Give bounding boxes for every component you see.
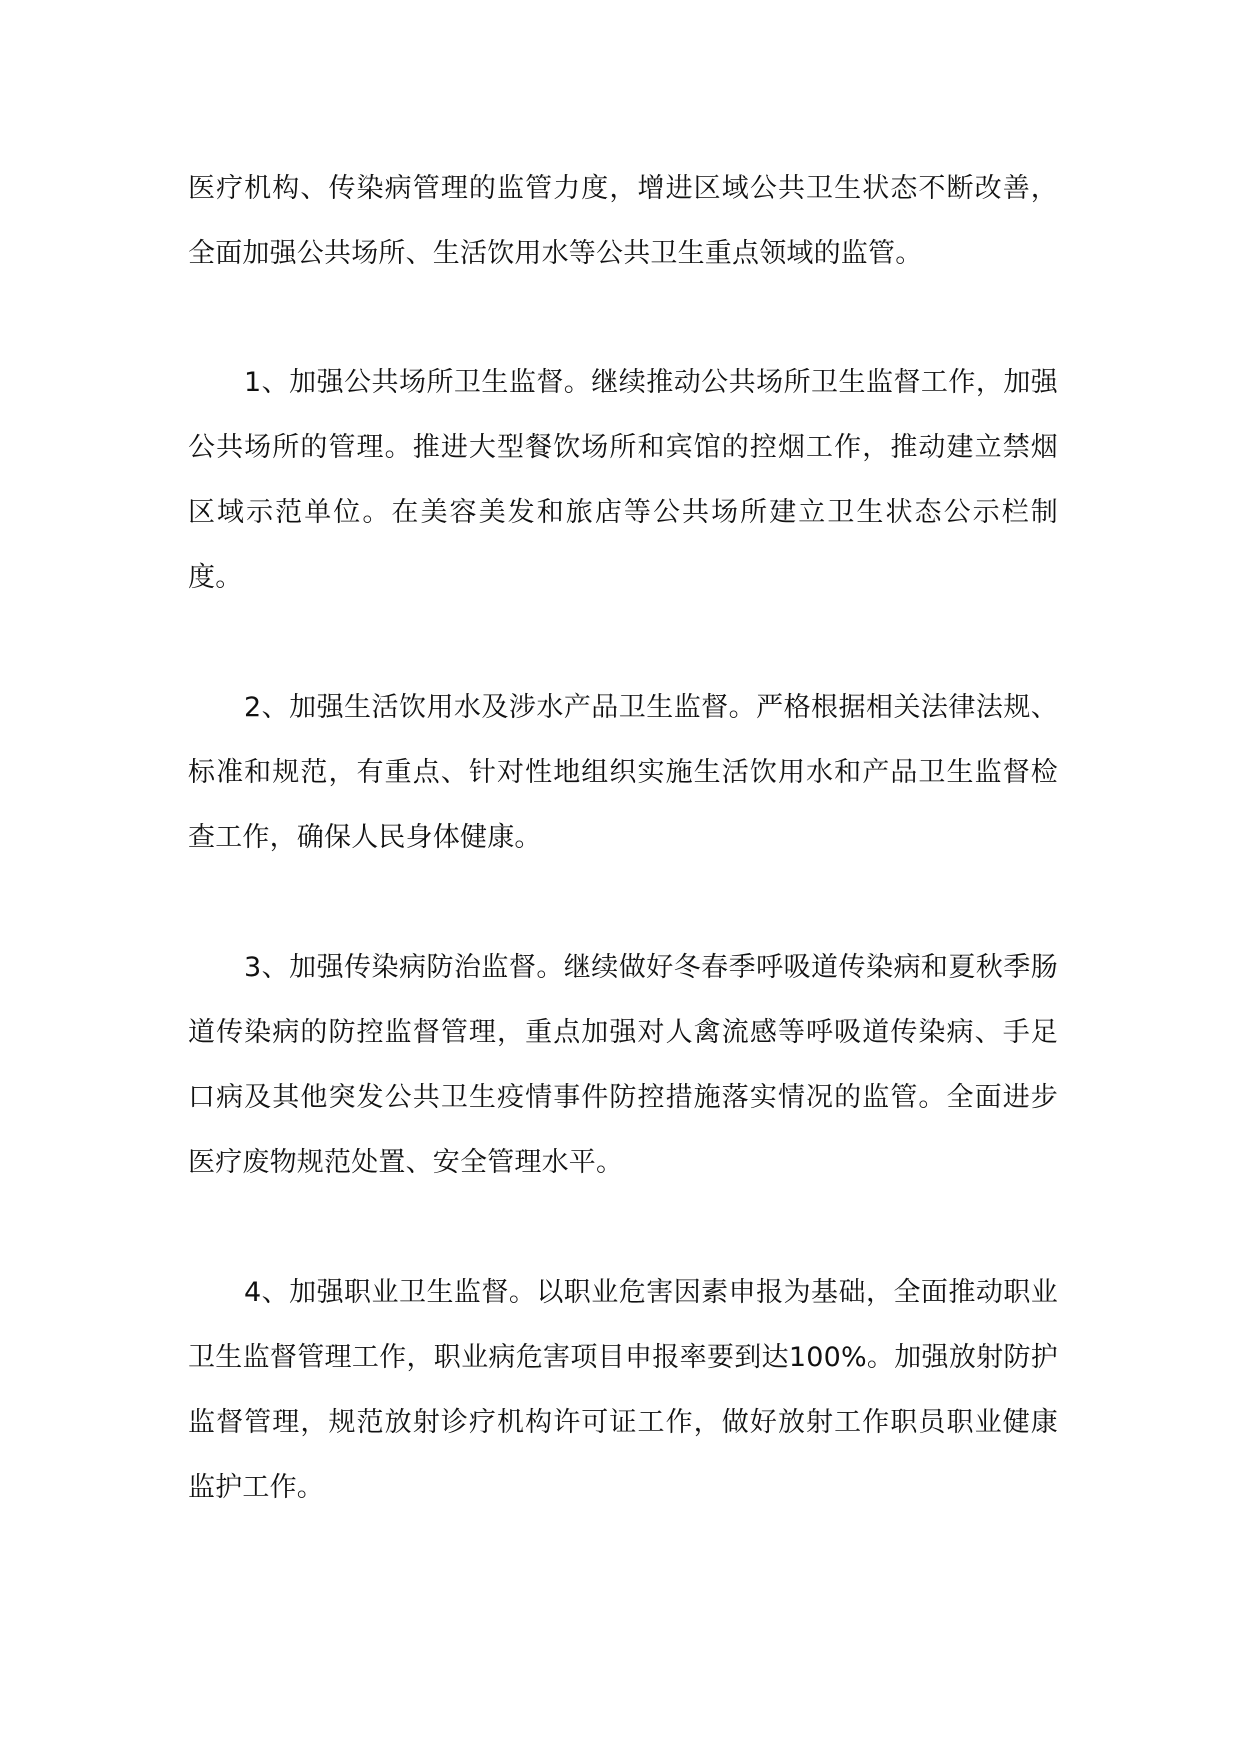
paragraph-infectious-disease: 3、加强传染病防治监督。继续做好冬春季呼吸道传染病和夏秋季肠道传染病的防控监督管理，重点加强对人禽流感等呼吸道传染病、手足口病及其他突发公共卫生疫情事件防控措施落实情况的监管。全面进步医疗废物规范处置、安全管理水平。 [188,952,1058,1178]
paragraph-occupational-health: 4、加强职业卫生监督。以职业危害因素申报为基础，全面推动职业卫生监督管理工作，职业病危害项目申报率要到达100%。加强放射防护监督管理，规范放射诊疗机构许可证工作，做好放射工作职员职业健康监护工作。 [188,1277,1058,1503]
paragraph-drinking-water: 2、加强生活饮用水及涉水产品卫生监督。严格根据相关法律法规、标准和规范，有重点、针对性地组织实施生活饮用水和产品卫生监督检查工作，确保人民身体健康。 [188,692,1058,853]
paragraph-public-places: 1、加强公共场所卫生监督。继续推动公共场所卫生监督工作，加强公共场所的管理。推进大型餐饮场所和宾馆的控烟工作，推动建立禁烟区域示范单位。在美容美发和旅店等公共场所建立卫生状态公示栏制度。 [188,367,1058,593]
paragraph-intro: 医疗机构、传染病管理的监管力度，增进区域公共卫生状态不断改善，全面加强公共场所、生活饮用水等公共卫生重点领域的监管。 [188,173,1058,269]
